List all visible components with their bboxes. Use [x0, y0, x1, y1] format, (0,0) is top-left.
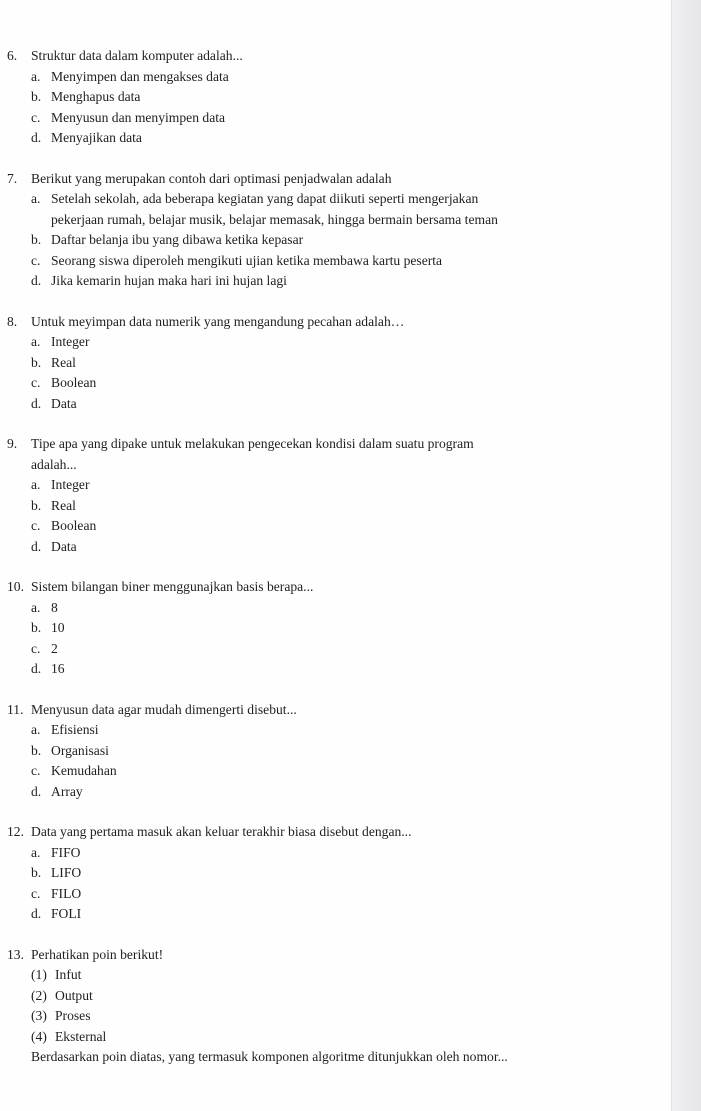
option-letter: c. [31, 640, 41, 656]
option-list [7, 720, 662, 802]
point-number: (3) [31, 1008, 47, 1023]
option-row [7, 904, 662, 925]
option-row [7, 843, 662, 864]
option-text: 8 [51, 599, 58, 615]
option-text: Kemudahan [51, 763, 117, 778]
option-text: Boolean [51, 375, 97, 390]
option-item [7, 741, 662, 762]
question-list [7, 46, 662, 1088]
option-text: Menyusun dan menyimpen data [51, 109, 226, 125]
option-text: Boolean [51, 518, 97, 533]
question-number: 7. [7, 170, 18, 186]
question-line [7, 434, 662, 455]
option-row [7, 128, 662, 149]
question-text: Perhatikan poin berikut! [31, 946, 164, 962]
option-row [7, 475, 662, 496]
question-number: 10. [7, 579, 24, 594]
option-letter: b. [31, 497, 42, 513]
question-number: 11. [7, 701, 24, 717]
option-text: Seorang siswa diperoleh mengikuti ujian ketika membawa kartu peserta [51, 252, 443, 268]
question-line [7, 46, 662, 67]
option-text: Real [51, 354, 76, 370]
option-list [7, 332, 662, 414]
option-item [7, 230, 662, 251]
option-item [7, 639, 662, 660]
option-letter: d. [31, 783, 42, 799]
option-row [7, 87, 662, 108]
option-letter: b. [31, 89, 42, 104]
option-letter: d. [31, 661, 42, 676]
option-text: Real [51, 497, 76, 513]
option-row [7, 761, 662, 782]
question-item [7, 46, 662, 149]
option-letter: c. [31, 252, 41, 268]
question-item [7, 822, 662, 925]
question-number: 9. [7, 436, 18, 451]
option-row [7, 332, 662, 353]
option-item [7, 598, 662, 619]
option-text: Setelah sekolah, ada beberapa kegiatan yang dapat diikuti seperti mengerjakan [51, 191, 479, 206]
option-row [7, 373, 662, 394]
question-closing-text: Berdasarkan poin diatas, yang termasuk komponen algoritme ditunjukkan oleh nomor... [31, 1049, 508, 1064]
option-text: Menyimpen dan mengakses data [51, 68, 229, 84]
option-item [7, 394, 662, 415]
option-item [7, 128, 662, 149]
option-letter: a. [31, 599, 41, 615]
question-text: Data yang pertama masuk akan keluar terakhir biasa disebut dengan... [31, 824, 412, 839]
option-item [7, 87, 662, 108]
point-item [7, 1006, 662, 1027]
option-list [7, 598, 662, 680]
option-text: Array [51, 783, 83, 799]
option-text: 16 [51, 661, 65, 676]
option-letter: a. [31, 68, 41, 84]
option-item [7, 659, 662, 680]
question-line [7, 700, 662, 721]
question-text: Menyusun data agar mudah dimengerti disebut... [31, 701, 297, 717]
option-text: FIFO [51, 844, 81, 860]
option-row [7, 67, 662, 88]
question-number: 13. [7, 946, 24, 962]
option-letter: a. [31, 477, 41, 492]
option-text: Jika kemarin hujan maka hari ini hujan lagi [51, 273, 287, 288]
option-text: 10 [51, 620, 65, 635]
option-row [7, 353, 662, 374]
question-line [7, 822, 662, 843]
option-text: Integer [51, 477, 90, 492]
option-item [7, 720, 662, 741]
option-item [7, 843, 662, 864]
option-row [7, 659, 662, 680]
point-number: (2) [31, 987, 47, 1003]
question-item [7, 169, 662, 292]
point-text: Eksternal [55, 1028, 107, 1044]
option-row [7, 884, 662, 905]
option-text: Data [51, 395, 77, 411]
option-text: Efisiensi [51, 722, 99, 737]
option-letter: d. [31, 273, 42, 288]
option-row [7, 251, 662, 272]
option-item [7, 475, 662, 496]
question-line [7, 169, 662, 190]
option-item [7, 271, 662, 292]
point-text: Output [55, 987, 93, 1003]
option-letter: b. [31, 232, 42, 247]
question-line [7, 312, 662, 333]
option-letter: d. [31, 538, 42, 554]
option-letter: b. [31, 620, 42, 635]
option-row [7, 618, 662, 639]
option-list [7, 67, 662, 149]
option-text: LIFO [51, 865, 82, 880]
option-row [7, 720, 662, 741]
question-text: Untuk meyimpan data numerik yang mengandung pecahan adalah… [31, 313, 405, 329]
option-text: Menyajikan data [51, 130, 142, 145]
point-text: Proses [55, 1008, 91, 1023]
option-item [7, 67, 662, 88]
question-number: 12. [7, 824, 24, 839]
option-list [7, 843, 662, 925]
option-row [7, 863, 662, 884]
question-number: 6. [7, 48, 18, 63]
question-item [7, 945, 662, 1068]
option-letter: a. [31, 191, 41, 206]
page-edge [671, 0, 701, 1111]
question-text-continued: adalah... [31, 456, 77, 472]
question-text: Berikut yang merupakan contoh dari optimasi penjadwalan adalah [31, 170, 392, 186]
option-letter: a. [31, 334, 41, 349]
option-item [7, 189, 662, 230]
option-letter: b. [31, 354, 42, 370]
option-row [7, 496, 662, 517]
option-letter: b. [31, 865, 42, 880]
option-letter: d. [31, 395, 42, 411]
option-list [7, 189, 662, 292]
option-row [7, 741, 662, 762]
point-item [7, 965, 662, 986]
question-item [7, 577, 662, 680]
option-row [7, 516, 662, 537]
option-row [7, 108, 662, 129]
option-row [7, 782, 662, 803]
option-text: FOLI [51, 906, 82, 921]
option-item [7, 863, 662, 884]
option-item [7, 537, 662, 558]
option-item [7, 332, 662, 353]
option-letter: c. [31, 518, 41, 533]
point-number: (1) [31, 967, 47, 982]
option-item [7, 904, 662, 925]
question-text: Struktur data dalam komputer adalah... [31, 48, 243, 63]
point-item [7, 986, 662, 1007]
question-line [7, 945, 662, 966]
option-letter: c. [31, 109, 41, 125]
point-text: Infut [55, 967, 82, 982]
question-text: Sistem bilangan biner menggunajkan basis berapa... [31, 579, 314, 594]
question-item [7, 434, 662, 557]
option-item [7, 618, 662, 639]
question-line [7, 577, 662, 598]
option-letter: a. [31, 722, 41, 737]
option-row [7, 394, 662, 415]
option-row [7, 639, 662, 660]
option-text: 2 [51, 640, 58, 656]
point-item [7, 1027, 662, 1048]
option-item [7, 884, 662, 905]
option-letter: d. [31, 130, 42, 145]
option-text: Data [51, 538, 77, 554]
option-row [7, 537, 662, 558]
option-letter: d. [31, 906, 42, 921]
option-item [7, 353, 662, 374]
option-item [7, 108, 662, 129]
question-text: Tipe apa yang dipake untuk melakukan pengecekan kondisi dalam suatu program [31, 436, 474, 451]
option-letter: c. [31, 763, 41, 778]
option-text: Menghapus data [51, 89, 141, 104]
option-text: Daftar belanja ibu yang dibawa ketika kepasar [51, 232, 304, 247]
option-row [7, 230, 662, 251]
option-item [7, 496, 662, 517]
option-row [7, 189, 662, 210]
question-number: 8. [7, 313, 18, 329]
option-item [7, 516, 662, 537]
option-row [7, 271, 662, 292]
point-number: (4) [31, 1028, 47, 1044]
option-text: Integer [51, 334, 90, 349]
option-item [7, 761, 662, 782]
option-letter: b. [31, 742, 42, 758]
question-item [7, 700, 662, 803]
option-text: Organisasi [51, 742, 109, 758]
option-item [7, 251, 662, 272]
option-letter: a. [31, 844, 41, 860]
option-text-continued: pekerjaan rumah, belajar musik, belajar memasak, hingga bermain bersama teman [51, 211, 498, 227]
option-item [7, 373, 662, 394]
option-text: FILO [51, 885, 82, 901]
option-list [7, 475, 662, 557]
option-letter: c. [31, 885, 41, 901]
option-item [7, 782, 662, 803]
question-item [7, 312, 662, 415]
option-letter: c. [31, 375, 41, 390]
option-row [7, 598, 662, 619]
